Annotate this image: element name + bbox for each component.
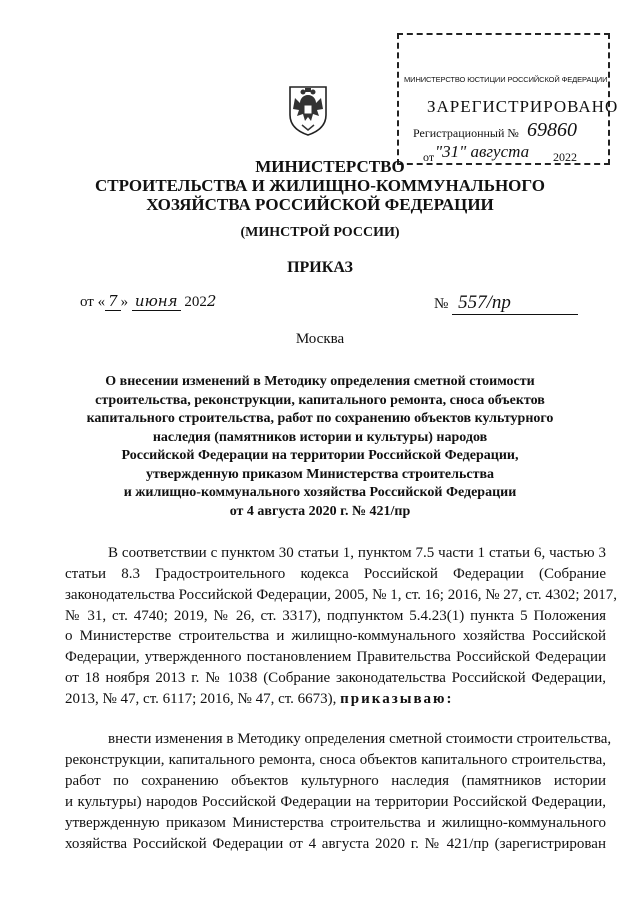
paragraph-line: внести изменения в Методику определения сметной стоимости строительства, (108, 731, 612, 747)
title-line: строительства, реконструкции, капитального ремонта, сноса объектов (95, 393, 545, 408)
title-line: и жилищно-коммунального хозяйства Российской Федерации (123, 485, 517, 500)
stamp-year: 2022 (553, 150, 577, 164)
paragraph-line-last (65, 691, 606, 708)
document-type-heading: ПРИКАЗ (287, 259, 353, 276)
stamp-regnum-label: Регистрационный № (413, 126, 519, 140)
order-number-label: № (434, 296, 449, 312)
stamp-registered-label: ЗАРЕГИСТРИРОВАНО (427, 97, 619, 116)
registration-stamp (397, 33, 619, 165)
order-date-prefix: от « (80, 294, 106, 310)
ministry-short-name: (МИНСТРОЙ РОССИИ) (240, 225, 400, 240)
title-line: О внесении изменений в Методику определения сметной стоимости (105, 374, 535, 389)
paragraph-line: № 31, ст. 4740; 2019, № 26, ст. 3317), подпунктом 5.4.23(1) пункта 5 Положения (65, 608, 606, 624)
city-name: Москва (295, 331, 345, 347)
paragraph-line: хозяйства Российской Федерации от 4 августа 2020 г. № 421/пр (зарегистрирован (65, 836, 606, 852)
ministry-title-line-1: МИНИСТЕРСТВО (255, 157, 405, 176)
order-date-mid: » (120, 294, 132, 310)
paragraph-line: статьи 8.3 Градостроительного кодекса Российской Федерации (Собрание (65, 566, 606, 582)
stamp-ministry-name: МИНИСТЕРСТВО ЮСТИЦИИ РОССИЙСКОЙ ФЕДЕРАЦИИ (404, 75, 608, 84)
order-word: приказываю: (340, 691, 454, 707)
coat-of-arms-emblem (287, 83, 329, 137)
order-number (434, 292, 578, 315)
stamp-date-label: от (423, 150, 435, 164)
stamp-regnum-value: 69860 (527, 119, 577, 141)
paragraph-line-text: 2013, № 47, ст. 6117; 2016, № 47, ст. 6673), (65, 691, 337, 707)
ministry-title-line-2: СТРОИТЕЛЬСТВА И ЖИЛИЩНО-КОММУНАЛЬНОГО (94, 176, 546, 195)
paragraph-line: утвержденную приказом Министерства строительства и жилищно-коммунального (65, 815, 606, 831)
paragraph-line: реконструкции, капитального ремонта, сноса объектов капитального строительства, (65, 752, 606, 768)
title-line: Российской Федерации на территории Российской Федерации, (121, 448, 519, 463)
order-year-prefix: 202 (180, 294, 207, 310)
paragraph-line: В соответствии с пунктом 30 статьи 1, пунктом 7.5 части 1 статьи 6, частью 3 (108, 545, 606, 561)
stamp-date-value: "31" августа (435, 142, 530, 161)
paragraph-line: законодательства Российской Федерации, 2005, № 1, ст. 16; 2016, № 27, ст. 4302; 2017, (65, 587, 618, 603)
order-day: 7 (105, 292, 121, 311)
title-line: от 4 августа 2020 г. № 421/пр (229, 504, 411, 519)
title-line: капитального строительства, работ по сохранению объектов культурного (86, 411, 554, 426)
title-line: наследия (памятников истории и культуры) народов (152, 430, 488, 445)
paragraph-line: Федерации, утвержденного постановлением Правительства Российской Федерации (65, 649, 606, 665)
title-line: утвержденную приказом Министерства строительства (145, 467, 495, 482)
paragraph-line: и культуры) народов Российской Федерации на территории Российской Федерации, (65, 794, 606, 810)
paragraph-line: о Министерстве строительства и жилищно-коммунального хозяйства Российской (65, 628, 606, 644)
order-month: июня (132, 292, 181, 311)
ministry-title-line-3: ХОЗЯЙСТВА РОССИЙСКОЙ ФЕДЕРАЦИИ (146, 195, 494, 214)
order-year-suffix: 2 (206, 292, 217, 310)
order-date (80, 292, 216, 311)
paragraph-line: работ по сохранению объектов культурного наследия (памятников истории (65, 773, 606, 789)
order-number-value: 557/пр (452, 292, 578, 315)
paragraph-line: от 18 ноября 2013 г. № 1038 (Собрание законодательства Российской Федерации, (65, 670, 606, 686)
